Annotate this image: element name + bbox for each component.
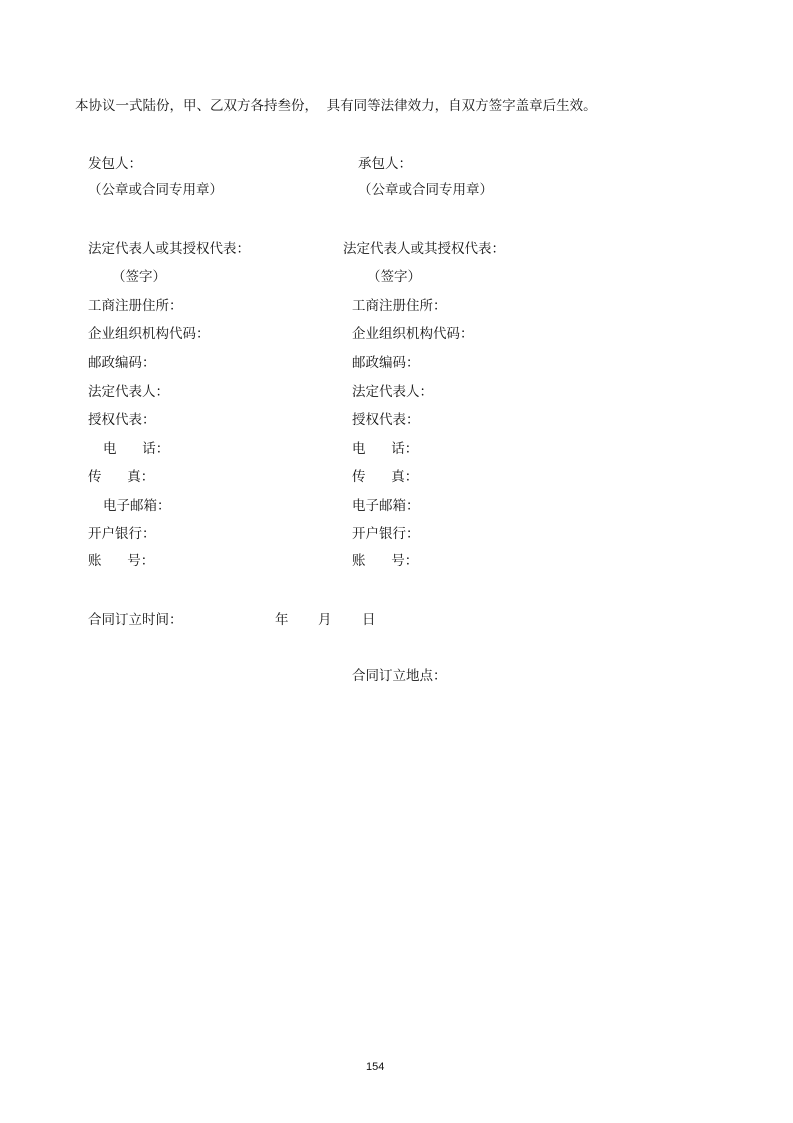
right-auth-rep-label: 授权代表： (352, 412, 420, 428)
right-party-label: 承包人： (358, 156, 412, 172)
signing-place-label: 合同订立地点： (352, 668, 447, 684)
left-account-label: 账 号： (88, 553, 155, 569)
signing-day-label: 日 (362, 612, 376, 628)
left-phone-label: 电 话： (103, 441, 170, 457)
signing-time-label: 合同订立时间： (88, 612, 183, 628)
right-bank-label: 开户银行： (352, 526, 420, 542)
right-legal-rep-label: 法定代表人： (352, 384, 433, 400)
left-party-label: 发包人： (88, 156, 142, 172)
signing-year-label: 年 (275, 612, 289, 628)
right-postal-label: 邮政编码： (352, 355, 420, 371)
right-address-label: 工商注册住所： (352, 298, 447, 314)
right-email-label: 电子邮箱： (352, 498, 420, 514)
left-org-code-label: 企业组织机构代码： (88, 326, 210, 342)
left-fax-label: 传 真： (88, 469, 155, 485)
left-seal-label: （公章或合同专用章） (88, 182, 223, 198)
right-account-label: 账 号： (352, 553, 419, 569)
left-rep-label: 法定代表人或其授权代表： (88, 241, 250, 257)
right-rep-label: 法定代表人或其授权代表： (343, 241, 505, 257)
right-seal-label: （公章或合同专用章） (358, 182, 493, 198)
right-sign-label: （签字） (367, 269, 421, 285)
page-number: 154 (366, 1061, 385, 1073)
left-address-label: 工商注册住所： (88, 298, 183, 314)
left-email-label: 电子邮箱： (103, 498, 171, 514)
left-legal-rep-label: 法定代表人： (88, 384, 169, 400)
intro-paragraph: 本协议一式陆份，甲、乙双方各持叁份， 具有同等法律效力，自双方签字盖章后生效。 (75, 98, 597, 114)
left-auth-rep-label: 授权代表： (88, 412, 156, 428)
right-phone-label: 电 话： (352, 441, 419, 457)
right-fax-label: 传 真： (352, 469, 419, 485)
right-org-code-label: 企业组织机构代码： (352, 326, 474, 342)
left-bank-label: 开户银行： (88, 526, 156, 542)
left-postal-label: 邮政编码： (88, 355, 156, 371)
signing-month-label: 月 (318, 612, 332, 628)
left-sign-label: （签字） (112, 269, 166, 285)
